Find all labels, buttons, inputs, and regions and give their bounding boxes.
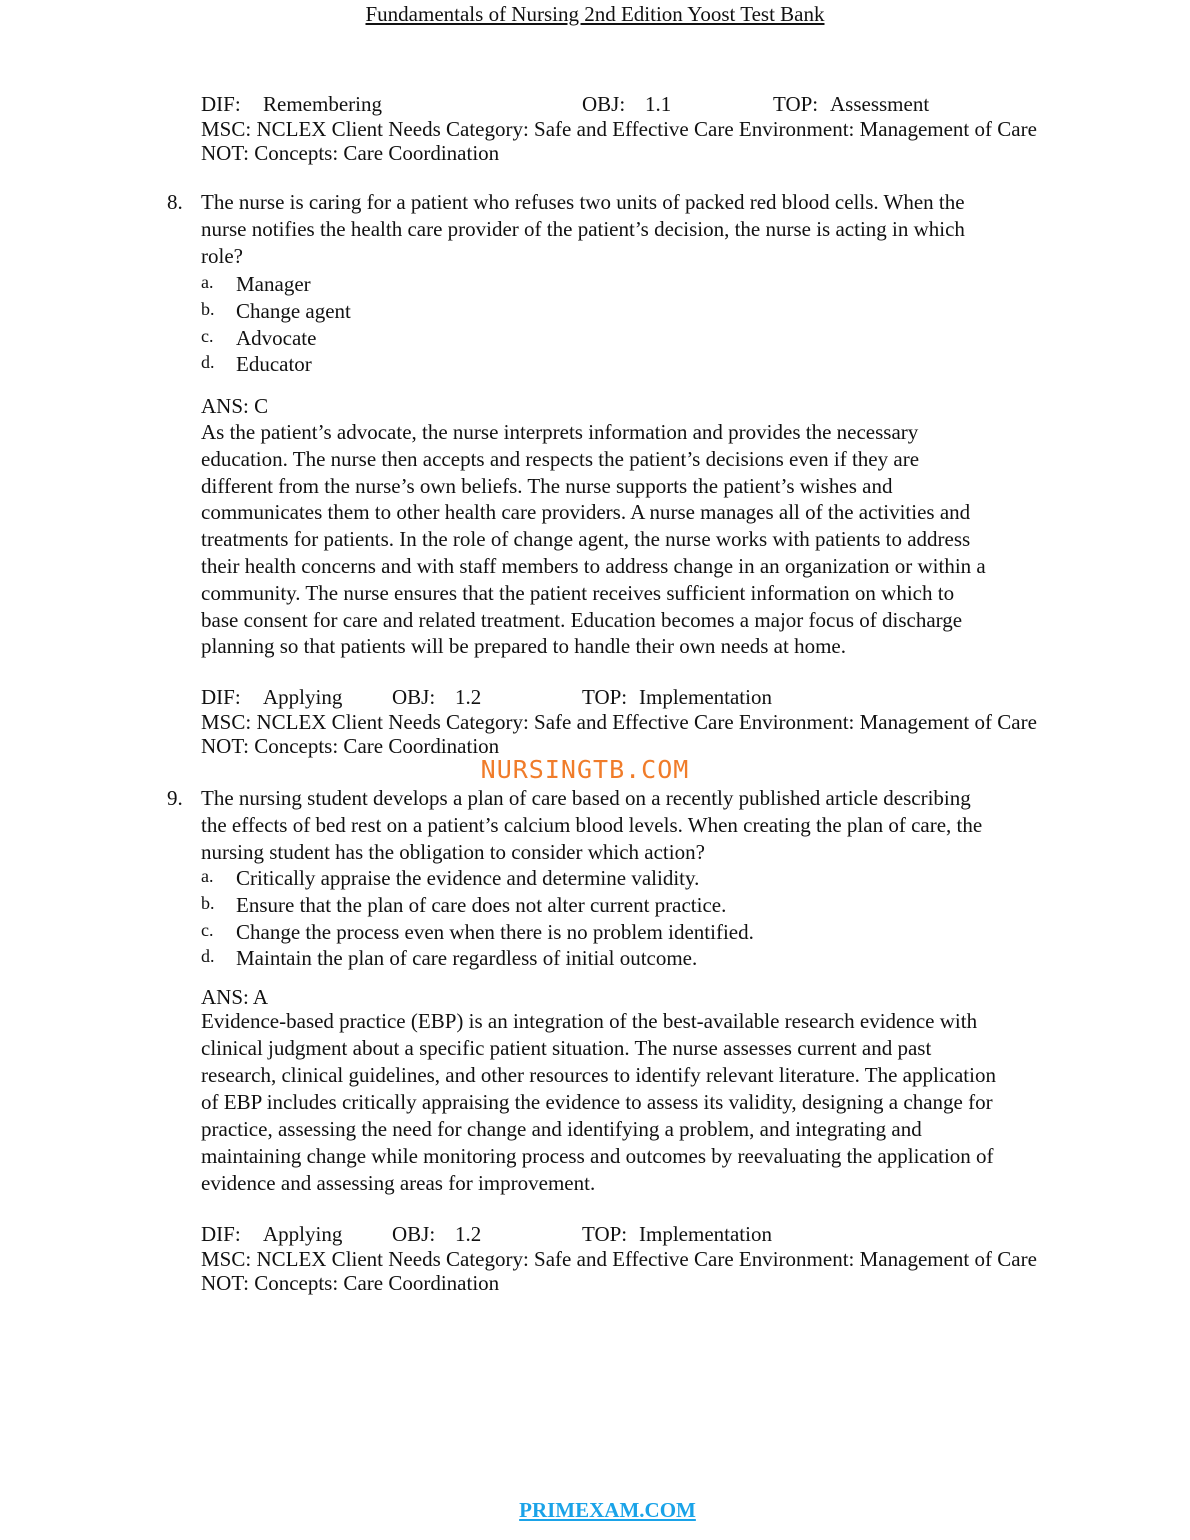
option-letter: d.	[201, 946, 215, 967]
option-text: Educator	[236, 352, 312, 377]
question-stem-line: The nurse is caring for a patient who refuses two units of packed red blood cells. When the	[201, 190, 965, 214]
obj-value: 1.2	[455, 1222, 482, 1246]
dif-label: DIF:	[201, 685, 241, 709]
obj-value: 1.1	[645, 92, 672, 116]
option-letter: b.	[201, 892, 215, 913]
question-stem-line: nursing student has the obligation to consider which action?	[201, 839, 705, 864]
question-stem-line: the effects of bed rest on a patient’s calcium blood levels. When creating the plan of care, the	[201, 812, 983, 837]
top-label: TOP:	[773, 92, 819, 116]
rationale-line: different from the nurse’s own beliefs. The nurse supports the patient’s wishes and	[201, 473, 893, 498]
option-text: Critically appraise the evidence and determine validity.	[236, 866, 700, 890]
option-text: Manager	[236, 272, 311, 296]
rationale-line: Evidence-based practice (EBP) is an integration of the best-available research evidence with	[201, 1009, 978, 1033]
msc-line: MSC: NCLEX Client Needs Category: Safe and Effective Care Environment: Management of Care	[201, 116, 1037, 141]
rationale-line: practice, assessing the need for change and identifying a problem, and integrating and	[201, 1117, 922, 1141]
obj-label: OBJ:	[392, 685, 436, 709]
rationale-line: treatments for patients. In the role of change agent, the nurse works with patients to address	[201, 527, 971, 552]
rationale-line: of EBP includes critically appraising the evidence to assess its validity, designing a change for	[201, 1090, 993, 1114]
dif-label: DIF:	[201, 1222, 241, 1246]
rationale-line: community. The nurse ensures that the patient receives sufficient information on which to	[201, 580, 955, 605]
option-text: Change agent	[236, 298, 351, 323]
rationale-line: evidence and assessing areas for improvement.	[201, 1171, 596, 1195]
rationale-line: base consent for care and related treatment. Education becomes a major focus of discharge	[201, 607, 963, 632]
obj-label: OBJ:	[582, 92, 626, 116]
option-letter: a.	[201, 272, 214, 292]
dif-label: DIF:	[201, 92, 241, 116]
msc-line: MSC: NCLEX Client Needs Category: Safe and Effective Care Environment: Management of Care	[201, 709, 1037, 734]
watermark: NURSINGTB.COM	[480, 755, 690, 784]
not-line: NOT: Concepts: Care Coordination	[201, 734, 500, 758]
option-text: Change the process even when there is no problem identified.	[236, 919, 754, 944]
dif-value: Applying	[263, 1222, 343, 1246]
rationale-line: maintaining change while monitoring process and outcomes by reevaluating the application of	[201, 1144, 994, 1168]
option-text: Advocate	[236, 325, 317, 350]
dif-value: Remembering	[263, 92, 382, 116]
rationale-line: communicates them to other health care providers. A nurse manages all of the activities and	[201, 500, 971, 525]
not-line: NOT: Concepts: Care Coordination	[201, 141, 500, 165]
rationale-line: their health concerns and with staff members to address change in an organization or within a	[201, 554, 986, 578]
top-value: Implementation	[639, 1222, 772, 1246]
not-line: NOT: Concepts: Care Coordination	[201, 1271, 500, 1295]
top-value: Implementation	[639, 685, 772, 709]
question-stem-line: role?	[201, 243, 243, 268]
page-header: Fundamentals of Nursing 2nd Edition Yoost Test Bank	[365, 2, 825, 26]
top-value: Assessment	[830, 92, 930, 116]
answer-label: ANS: A	[201, 985, 269, 1009]
question-stem-line: nurse notifies the health care provider of the patient’s decision, the nurse is acting in which	[201, 216, 965, 241]
obj-value: 1.2	[455, 685, 482, 709]
option-letter: b.	[201, 298, 215, 319]
obj-label: OBJ:	[392, 1222, 436, 1246]
top-label: TOP:	[582, 685, 628, 709]
answer-label: ANS: C	[201, 394, 269, 418]
question-stem-line: The nursing student develops a plan of care based on a recently published article describing	[201, 786, 971, 810]
top-label: TOP:	[582, 1222, 628, 1246]
question-number: 8.	[167, 190, 183, 214]
rationale-line: education. The nurse then accepts and respects the patient’s decisions even if they are	[201, 446, 920, 471]
rationale-line: As the patient’s advocate, the nurse interprets information and provides the necessary	[201, 420, 919, 444]
dif-value: Applying	[263, 685, 343, 709]
option-text: Ensure that the plan of care does not alter current practice.	[236, 892, 727, 917]
option-letter: c.	[201, 325, 214, 346]
rationale-line: clinical judgment about a specific patient situation. The nurse assesses current and past	[201, 1036, 932, 1060]
question-number: 9.	[167, 786, 183, 810]
footer-link[interactable]: PRIMEXAM.COM	[519, 1498, 696, 1522]
rationale-line: research, clinical guidelines, and other resources to identify relevant literature. The application	[201, 1063, 996, 1087]
option-text: Maintain the plan of care regardless of initial outcome.	[236, 946, 698, 971]
option-letter: d.	[201, 352, 215, 373]
option-letter: a.	[201, 866, 214, 886]
msc-line: MSC: NCLEX Client Needs Category: Safe and Effective Care Environment: Management of Care	[201, 1246, 1037, 1271]
rationale-line: planning so that patients will be prepared to handle their own needs at home.	[201, 634, 846, 659]
option-letter: c.	[201, 919, 214, 940]
